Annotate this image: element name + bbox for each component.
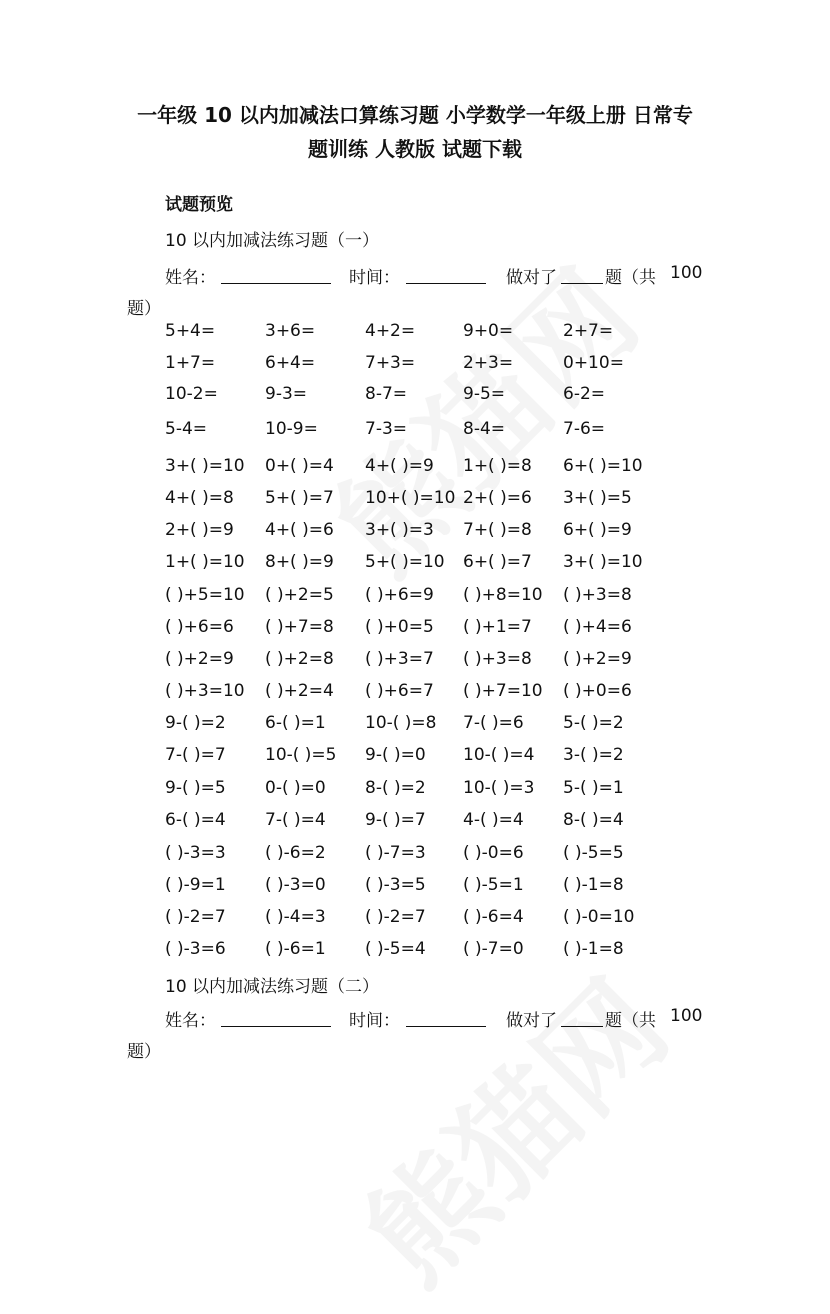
problem-item: ( )-2=7: [365, 907, 426, 927]
problem-item: 7-6=: [563, 419, 606, 439]
problem-item: 6+( )=10: [563, 456, 643, 476]
problem-item: 5+( )=7: [265, 488, 334, 508]
problem-item: ( )-4=3: [265, 907, 326, 927]
problem-item: ( )+6=7: [365, 681, 434, 701]
problem-item: 5-( )=1: [563, 778, 624, 798]
problem-item: ( )+7=8: [265, 617, 334, 637]
problem-item: 8-( )=4: [563, 810, 624, 830]
problem-row: [165, 778, 725, 804]
problem-item: 2+( )=6: [463, 488, 532, 508]
problem-item: ( )-3=5: [365, 875, 426, 895]
problem-item: ( )-6=2: [265, 843, 326, 863]
problem-item: ( )+2=5: [265, 585, 334, 605]
problem-item: ( )+3=8: [463, 649, 532, 669]
problem-row: [165, 713, 725, 739]
problem-item: 2+7=: [563, 321, 614, 341]
problem-item: 6-2=: [563, 384, 606, 404]
problem-row: [165, 810, 725, 836]
problem-item: 5+( )=10: [365, 552, 445, 572]
problem-item: ( )+3=8: [563, 585, 632, 605]
problem-item: 3-( )=2: [563, 745, 624, 765]
problem-item: 6-( )=4: [165, 810, 226, 830]
problem-item: ( )+7=10: [463, 681, 543, 701]
problem-item: ( )-5=5: [563, 843, 624, 863]
problem-row: [165, 843, 725, 869]
problem-row: [165, 384, 725, 410]
problem-item: 8+( )=9: [265, 552, 334, 572]
problem-item: 4+( )=9: [365, 456, 434, 476]
problem-item: 7-( )=4: [265, 810, 326, 830]
problem-item: 8-( )=2: [365, 778, 426, 798]
problem-item: 10-2=: [165, 384, 218, 404]
problem-item: ( )-1=8: [563, 939, 624, 959]
document-title: [110, 98, 720, 166]
problem-item: 4+( )=6: [265, 520, 334, 540]
problem-item: 9-( )=7: [365, 810, 426, 830]
problem-item: 3+( )=3: [365, 520, 434, 540]
problem-item: ( )-0=6: [463, 843, 524, 863]
problem-item: ( )-3=0: [265, 875, 326, 895]
problem-item: 9-( )=5: [165, 778, 226, 798]
problem-item: ( )+3=7: [365, 649, 434, 669]
problem-item: 8-7=: [365, 384, 408, 404]
title-line-2: 题训练 人教版 试题下载: [308, 137, 522, 161]
correct-label: 做对了: [506, 268, 557, 288]
problem-item: 7-3=: [365, 419, 408, 439]
problem-item: ( )+0=6: [563, 681, 632, 701]
problem-item: ( )+2=8: [265, 649, 334, 669]
time-label: 时间：: [349, 1011, 400, 1031]
correct-label: 做对了: [506, 1011, 557, 1031]
problem-item: 10-( )=4: [463, 745, 535, 765]
problem-item: 1+( )=10: [165, 552, 245, 572]
problem-row: [165, 681, 725, 707]
problem-item: ( )+2=4: [265, 681, 334, 701]
exercise-title: 10 以内加减法练习题（二）: [165, 977, 380, 997]
problem-row: [165, 649, 725, 675]
problem-item: ( )+2=9: [563, 649, 632, 669]
problem-item: ( )-6=4: [463, 907, 524, 927]
total-prefix: 题（共: [605, 1011, 656, 1031]
problem-row: [165, 585, 725, 611]
problem-item: ( )-1=8: [563, 875, 624, 895]
problem-item: ( )+1=7: [463, 617, 532, 637]
problem-item: 10-( )=5: [265, 745, 337, 765]
problem-item: ( )-9=1: [165, 875, 226, 895]
problem-item: 5-( )=2: [563, 713, 624, 733]
problem-item: 4+2=: [365, 321, 416, 341]
problem-row: [165, 745, 725, 771]
problem-item: ( )+2=9: [165, 649, 234, 669]
problem-item: ( )-5=4: [365, 939, 426, 959]
problem-item: ( )+4=6: [563, 617, 632, 637]
title-line-1: 一年级 10 以内加减法口算练习题 小学数学一年级上册 日常专: [137, 103, 693, 127]
name-label: 姓名：: [165, 1011, 216, 1031]
problem-item: ( )+5=10: [165, 585, 245, 605]
problem-item: 5+4=: [165, 321, 216, 341]
problem-row: [165, 456, 725, 482]
problem-item: ( )-2=7: [165, 907, 226, 927]
problem-item: ( )+6=9: [365, 585, 434, 605]
problem-item: 6+4=: [265, 353, 316, 373]
problem-row: [165, 617, 725, 643]
total-count: 100: [670, 263, 703, 283]
problem-item: 9-5=: [463, 384, 506, 404]
problem-item: 0+( )=4: [265, 456, 334, 476]
total-count: 100: [670, 1006, 703, 1026]
problem-item: 8-4=: [463, 419, 506, 439]
problem-item: 2+( )=9: [165, 520, 234, 540]
problem-item: 9+0=: [463, 321, 514, 341]
problem-item: ( )+3=10: [165, 681, 245, 701]
name-label: 姓名：: [165, 268, 216, 288]
problem-item: 3+6=: [265, 321, 316, 341]
problem-row: [165, 353, 725, 379]
problem-item: 9-3=: [265, 384, 308, 404]
problem-row: [165, 939, 725, 965]
problem-item: 3+( )=10: [165, 456, 245, 476]
problem-item: ( )+0=5: [365, 617, 434, 637]
total-prefix: 题（共: [605, 268, 656, 288]
problem-item: 6+( )=9: [563, 520, 632, 540]
time-label: 时间：: [349, 268, 400, 288]
problem-item: 7-( )=6: [463, 713, 524, 733]
problem-item: ( )-3=6: [165, 939, 226, 959]
problem-item: 9-( )=0: [365, 745, 426, 765]
problem-row: [165, 552, 725, 578]
total-suffix: 题）: [127, 299, 161, 319]
problem-item: 10-9=: [265, 419, 318, 439]
problem-row: [165, 419, 725, 445]
problem-item: 6+( )=7: [463, 552, 532, 572]
problem-item: 10-( )=8: [365, 713, 437, 733]
problem-item: 10-( )=3: [463, 778, 535, 798]
problem-item: 4-( )=4: [463, 810, 524, 830]
problem-row: [165, 321, 725, 347]
problem-row: [165, 520, 725, 546]
problem-item: 5-4=: [165, 419, 208, 439]
problem-item: 7-( )=7: [165, 745, 226, 765]
problem-item: 1+7=: [165, 353, 216, 373]
section-heading: 试题预览: [165, 195, 233, 215]
problem-item: ( )+8=10: [463, 585, 543, 605]
problem-item: ( )+6=6: [165, 617, 234, 637]
total-suffix: 题）: [127, 1042, 161, 1062]
exercise-title: 10 以内加减法练习题（一）: [165, 231, 380, 251]
problem-item: 9-( )=2: [165, 713, 226, 733]
problem-item: ( )-6=1: [265, 939, 326, 959]
problem-item: ( )-7=0: [463, 939, 524, 959]
problem-item: 4+( )=8: [165, 488, 234, 508]
problem-item: 3+( )=5: [563, 488, 632, 508]
problem-item: 6-( )=1: [265, 713, 326, 733]
problem-row: [165, 907, 725, 933]
problem-item: 10+( )=10: [365, 488, 456, 508]
problem-item: ( )-5=1: [463, 875, 524, 895]
problem-item: 7+3=: [365, 353, 416, 373]
problem-row: [165, 488, 725, 514]
problem-item: ( )-3=3: [165, 843, 226, 863]
problem-item: 3+( )=10: [563, 552, 643, 572]
problem-item: 7+( )=8: [463, 520, 532, 540]
problem-item: ( )-0=10: [563, 907, 635, 927]
problem-item: 0-( )=0: [265, 778, 326, 798]
problem-item: 2+3=: [463, 353, 514, 373]
problem-row: [165, 875, 725, 901]
problem-item: 1+( )=8: [463, 456, 532, 476]
problem-item: 0+10=: [563, 353, 624, 373]
problem-item: ( )-7=3: [365, 843, 426, 863]
